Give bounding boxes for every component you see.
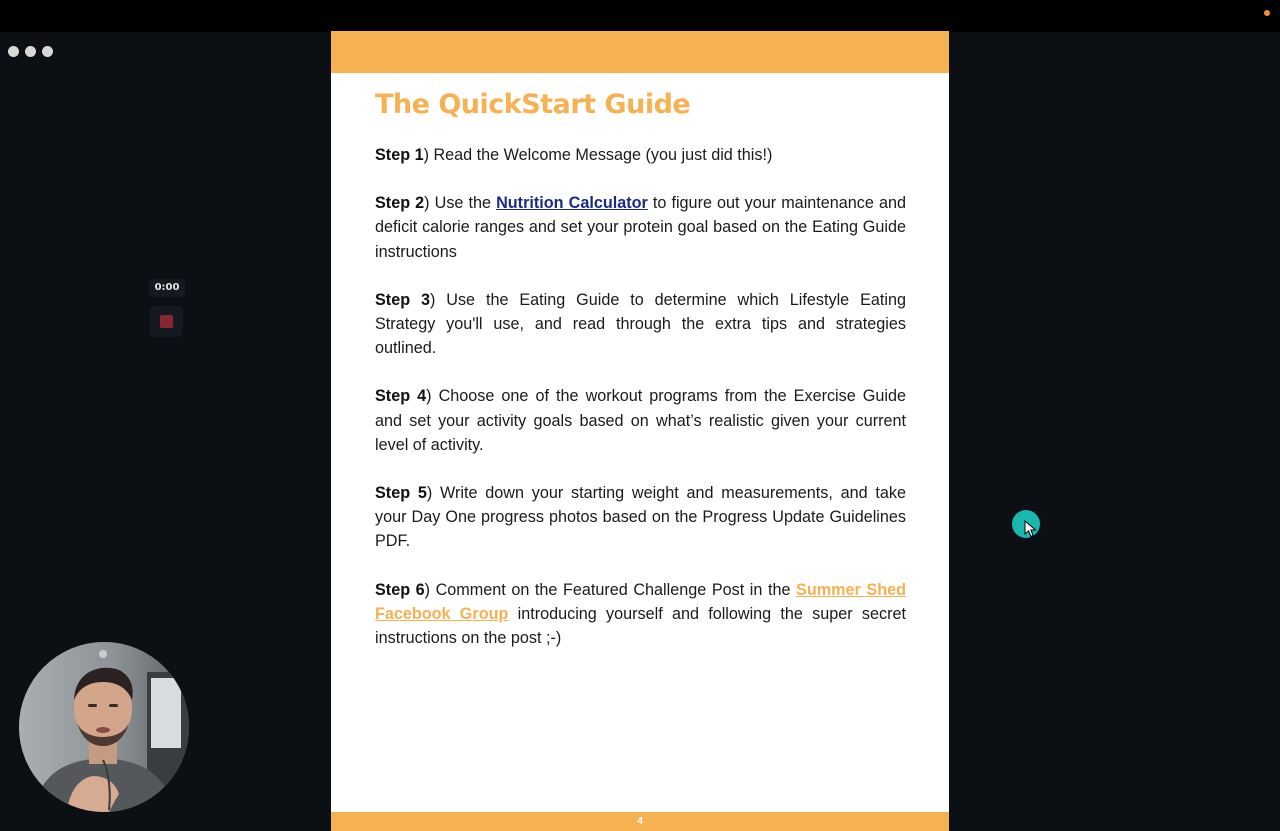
step-3: [375, 288, 906, 361]
step-6: [375, 578, 906, 651]
document-page: [331, 31, 949, 831]
page-footer-band: [331, 812, 949, 831]
page-title: The QuickStart Guide: [375, 89, 691, 120]
step-5: [375, 481, 906, 554]
nutrition-calculator-link[interactable]: Nutrition Calculator: [496, 194, 648, 213]
step-label: Step 3: [375, 290, 430, 309]
summer-shed-facebook-group-link[interactable]: Summer Shed Facebook Group: [375, 580, 906, 623]
dot-icon: [8, 46, 19, 57]
step-label: Step 6: [375, 580, 425, 599]
step-label: Step 2: [375, 194, 425, 213]
recording-timer: 0:00: [149, 279, 185, 297]
dot-icon: [42, 46, 53, 57]
more-options-button[interactable]: [8, 46, 53, 57]
step-label: Step 5: [375, 484, 427, 503]
presenter-video: [19, 642, 189, 812]
step-label: Step 4: [375, 387, 427, 406]
step-2: [375, 191, 906, 264]
stop-recording-button[interactable]: [150, 306, 183, 337]
step-4: [375, 384, 906, 457]
recording-indicator-icon: [1264, 10, 1270, 16]
page-number: 4: [637, 816, 643, 827]
top-bar: [0, 0, 1280, 32]
step-1: [375, 143, 906, 167]
webcam-bubble[interactable]: [19, 642, 189, 812]
dot-icon: [25, 46, 36, 57]
step-text: ) Read the Welcome Message (you just did this!): [423, 146, 773, 164]
step-text: ) Choose one of the workout programs from the Exercise Guide and set your activity goals based on what’s realistic given your current level of activity.: [375, 387, 906, 454]
mouse-cursor-icon: [1024, 520, 1038, 538]
step-text: to figure out your maintenance and deficit calorie ranges and set your protein goal based on the Eating Guide instructions: [375, 194, 906, 261]
step-text: ) Write down your starting weight and measurements, and take your Day One progress photos based on the Progress Update Guidelines PDF.: [375, 484, 906, 551]
step-text: ) Comment on the Featured Challenge Post in the: [424, 580, 797, 599]
step-text: ) Use the: [424, 194, 497, 213]
step-text: introducing yourself and following the super secret instructions on the post ;-): [375, 604, 906, 648]
page-header-band: [331, 31, 949, 73]
stop-icon: [160, 315, 173, 328]
step-label: Step 1: [375, 146, 424, 164]
steps-list: [375, 143, 906, 674]
step-text: ) Use the Eating Guide to determine which Lifestyle Eating Strategy you'll use, and read through the extra tips and strategies outlined.: [375, 290, 906, 358]
